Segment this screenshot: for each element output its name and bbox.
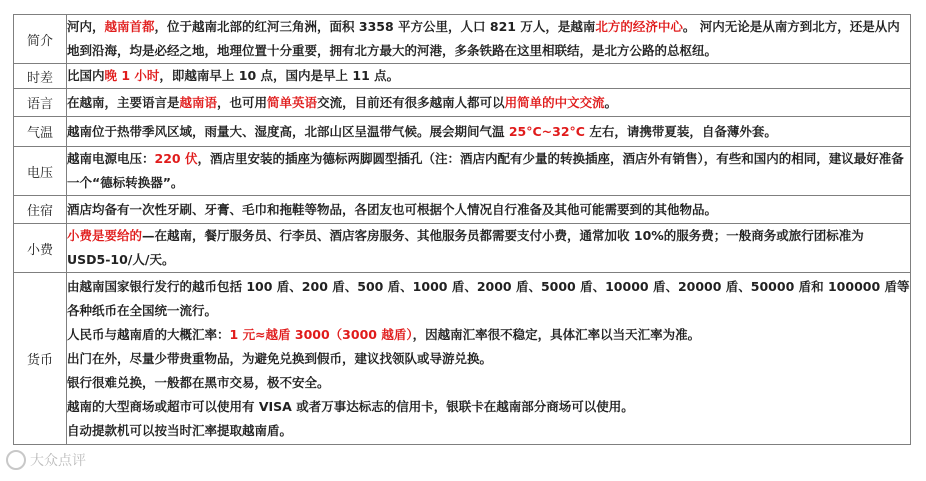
currency-paragraph	[67, 371, 910, 395]
body-text: ，因越南汇率很不稳定，具体汇率以当天汇率为准。	[412, 326, 701, 342]
currency-paragraph	[67, 347, 910, 371]
row-label: 简介	[14, 15, 67, 64]
row-content	[67, 15, 911, 64]
info-row	[14, 196, 911, 224]
body-text: 银行很难兑换，一般都在黑市交易，极不安全。	[67, 374, 330, 390]
highlight-text: 小费是要给的	[67, 228, 143, 243]
info-row	[14, 147, 911, 196]
currency-paragraph	[67, 419, 910, 443]
body-text: ，也可用	[217, 94, 268, 110]
body-text: 比国内	[67, 68, 105, 83]
highlight-text: 晚 1 小时	[104, 68, 160, 83]
highlight-text: 北方的经济中心	[595, 19, 683, 34]
row-label: 语言	[14, 89, 67, 117]
body-text: 越南电源电压：	[67, 151, 155, 166]
info-row	[14, 15, 911, 64]
highlight-text: 用简单的中文交流	[504, 94, 605, 110]
row-content	[67, 89, 911, 117]
row-label: 小费	[14, 224, 67, 273]
row-label: 住宿	[14, 196, 67, 224]
row-label: 气温	[14, 117, 67, 147]
highlight-text: 1 元≈越盾 3000（3000 越盾）	[229, 326, 413, 342]
highlight-text: 220 伏	[154, 151, 198, 166]
row-content	[67, 117, 911, 147]
highlight-text: 越南首都	[104, 19, 155, 34]
body-text: ，酒店里安装的插座为德标两脚圆型插孔（注：酒店内配有少量的转换插座，酒店外有销售），有些和国内的相同，建议最好准备一个“德标转换器”。	[67, 151, 904, 190]
row-content	[67, 147, 911, 196]
body-text: —在越南，餐厅服务员、行李员、酒店客房服务、其他服务员都需要支付小费，通常加收 10%的服务费；一般商务或旅行团标准为 USD5-10/人/天。	[67, 228, 864, 267]
body-text: 人民币与越南盾的大概汇率：	[67, 326, 230, 342]
body-text: 越南位于热带季风区域，雨量大、湿度高，北部山区呈温带气候。展会期间气温	[67, 123, 509, 139]
watermark	[6, 450, 86, 470]
info-row	[14, 224, 911, 273]
body-text: 。 河内无论是从南方到北方，还是从内地到沿海，均是必经之地，地理位置十分重要，拥有北方最大的河港，多条铁路在这里相联结，是北方公路的总枢纽。	[67, 19, 900, 58]
body-text: 越南的大型商场或超市可以使用有 VISA 或者万事达标志的信用卡，银联卡在越南部分商场可以使用。	[67, 398, 634, 414]
row-label: 时差	[14, 64, 67, 89]
body-text: 在越南，主要语言是	[67, 94, 180, 110]
body-text: 出门在外，尽量少带贵重物品，为避免兑换到假币，建议找领队或导游兑换。	[67, 350, 493, 366]
body-text: ，即越南早上 10 点，国内是早上 11 点。	[159, 68, 400, 83]
body-text: 左右，请携带夏装，自备薄外套。	[584, 123, 777, 139]
body-text: ，位于越南北部的红河三角洲，面积 3358 平方公里，人口 821 万人，是越南	[154, 19, 596, 34]
watermark-text: 大众点评	[30, 453, 86, 469]
currency-paragraph	[67, 275, 910, 323]
row-content	[67, 273, 911, 445]
highlight-text: 25°C~32°C	[508, 123, 585, 139]
info-row	[14, 273, 911, 445]
body-text: 河内，	[67, 19, 105, 34]
info-row	[14, 89, 911, 117]
row-label: 货币	[14, 273, 67, 445]
body-text: 酒店均备有一次性牙刷、牙膏、毛巾和拖鞋等物品，各团友也可根据个人情况自行准备及其他可能需要到的其他物品。	[67, 201, 718, 217]
body-text: 自动提款机可以按当时汇率提取越南盾。	[67, 422, 293, 438]
body-text: 由越南国家银行发行的越币包括 100 盾、200 盾、500 盾、1000 盾、2000 盾、5000 盾、10000 盾、20000 盾、50000 盾和 100000 盾等各种纸币在全国统一流行。	[67, 278, 910, 318]
row-content	[67, 224, 911, 273]
row-content	[67, 196, 911, 224]
body-text: 交流，目前还有很多越南人都可以	[317, 94, 505, 110]
watermark-logo-icon	[6, 450, 26, 470]
currency-paragraph	[67, 323, 910, 347]
row-content	[67, 64, 911, 89]
info-row	[14, 117, 911, 147]
row-label: 电压	[14, 147, 67, 196]
highlight-text: 越南语	[179, 94, 218, 110]
currency-paragraph	[67, 395, 910, 419]
info-row	[14, 64, 911, 89]
body-text: 。	[604, 94, 618, 110]
highlight-text: 简单英语	[267, 94, 318, 110]
travel-info-table	[13, 14, 911, 445]
